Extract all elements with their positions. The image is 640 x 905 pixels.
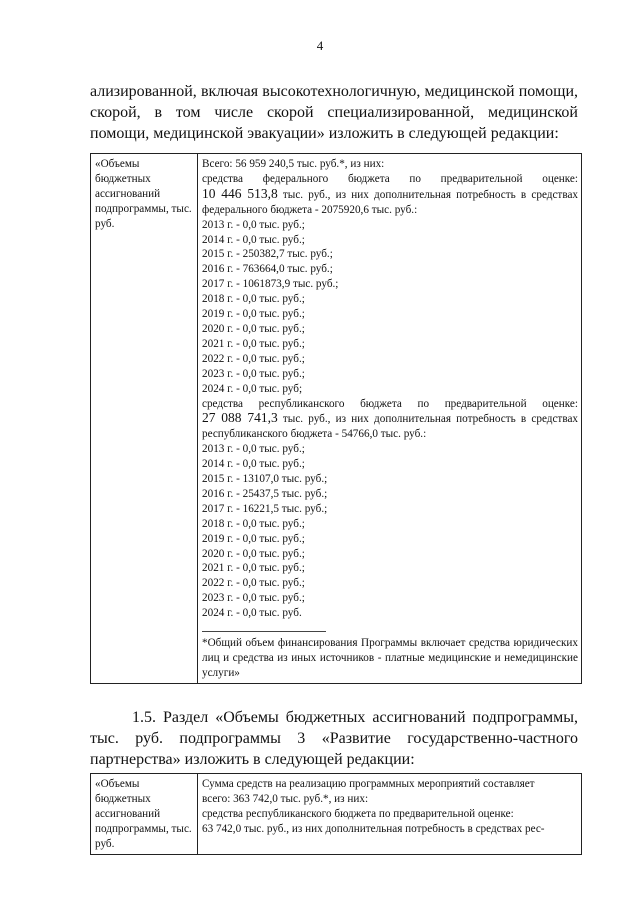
table-label-cell: «Объемы бюджетных ассигнований подпрограммы, тыс. руб. (91, 154, 198, 684)
federal-year-item: 2013 г. - 0,0 тыс. руб.; (202, 218, 305, 231)
appropriations-table (90, 153, 582, 684)
federal-detail-2: федерального бюджета - 2075920,6 тыс. руб.: (202, 203, 418, 216)
table2-line: 63 742,0 тыс. руб., из них дополнительная потребность в средствах рес- (202, 822, 545, 835)
table-label-cell: «Объемы бюджетных ассигнований подпрограммы, тыс. руб. (91, 774, 198, 855)
republic-detail-2: республиканского бюджета - 54766,0 тыс. руб.: (202, 428, 427, 441)
section-1-5-paragraph: 1.5. Раздел «Объемы бюджетных ассигнований подпрограммы, тыс. руб. подпрограммы 3 «Развитие государственно-частного партнерства» изложить в следующей редакции: (90, 709, 578, 768)
republic-year-item: 2017 г. - 16221,5 тыс. руб.; (202, 502, 328, 515)
federal-amount-line (202, 187, 578, 203)
federal-intro-line: средства федерального бюджета по предварительной оценке: (202, 172, 578, 185)
republic-intro-line: средства республиканского бюджета по предварительной оценке: (202, 397, 578, 410)
federal-years-list (202, 218, 578, 397)
federal-year-item: 2022 г. - 0,0 тыс. руб.; (202, 352, 305, 365)
republic-year-item: 2021 г. - 0,0 тыс. руб.; (202, 562, 305, 575)
federal-year-item: 2016 г. - 763664,0 тыс. руб.; (202, 263, 333, 276)
total-line: Всего: 56 959 240,5 тыс. руб.*, из них: (202, 158, 385, 170)
republic-years-list (202, 442, 578, 621)
federal-detail-1: тыс. руб., из них дополнительная потребность в средствах (282, 188, 579, 201)
federal-year-item: 2024 г. - 0,0 тыс. руб; (202, 382, 303, 395)
federal-year-item: 2019 г. - 0,0 тыс. руб.; (202, 308, 305, 321)
republic-detail-1: тыс. руб., из них дополнительная потребность в средствах (282, 413, 579, 426)
table-content-cell (198, 154, 582, 684)
federal-year-item: 2020 г. - 0,0 тыс. руб.; (202, 322, 305, 335)
federal-year-item: 2014 г. - 0,0 тыс. руб.; (202, 233, 305, 246)
republic-amount-line (202, 411, 578, 427)
republic-year-item: 2014 г. - 0,0 тыс. руб.; (202, 458, 305, 471)
republic-year-item: 2015 г. - 13107,0 тыс. руб.; (202, 473, 328, 486)
federal-year-item: 2023 г. - 0,0 тыс. руб.; (202, 367, 305, 380)
federal-year-item: 2018 г. - 0,0 тыс. руб.; (202, 293, 305, 306)
table2-line: всего: 363 742,0 тыс. руб.*, из них: (202, 792, 369, 805)
intro-paragraph: ализированной, включая высокотехнологичную, медицинской помощи, скорой, в том числе скорой специализированной, медицинской помощи, медицинской эвакуации» изложить в следующей редакции: (90, 83, 578, 142)
republic-year-item: 2020 г. - 0,0 тыс. руб.; (202, 547, 305, 560)
republic-year-item: 2016 г. - 25437,5 тыс. руб.; (202, 487, 328, 500)
footnote-separator (202, 631, 326, 632)
republic-year-item: 2018 г. - 0,0 тыс. руб.; (202, 517, 305, 530)
footnote: *Общий объем финансирования Программы включает средства юридических лиц и средства из иных источников - платные медицинские и немедицинские услуги» (202, 637, 578, 679)
table-content-cell (198, 774, 582, 855)
republic-year-item: 2013 г. - 0,0 тыс. руб.; (202, 443, 305, 456)
page-number: 4 (316, 38, 324, 53)
republic-year-item: 2022 г. - 0,0 тыс. руб.; (202, 577, 305, 590)
table2-line: средства республиканского бюджета по предварительной оценке: (202, 807, 514, 820)
federal-year-item: 2017 г. - 1061873,9 тыс. руб.; (202, 278, 339, 291)
republic-year-item: 2019 г. - 0,0 тыс. руб.; (202, 532, 305, 545)
table2-line: Сумма средств на реализацию программных мероприятий составляет (202, 778, 535, 790)
republic-year-item: 2023 г. - 0,0 тыс. руб.; (202, 592, 305, 605)
appropriations-table-2 (90, 773, 582, 855)
federal-amount: 10 446 513,8 (202, 185, 278, 201)
republic-amount: 27 088 741,3 (202, 410, 278, 426)
federal-year-item: 2021 г. - 0,0 тыс. руб.; (202, 337, 305, 350)
federal-year-item: 2015 г. - 250382,7 тыс. руб.; (202, 248, 333, 261)
republic-year-item: 2024 г. - 0,0 тыс. руб. (202, 607, 302, 620)
